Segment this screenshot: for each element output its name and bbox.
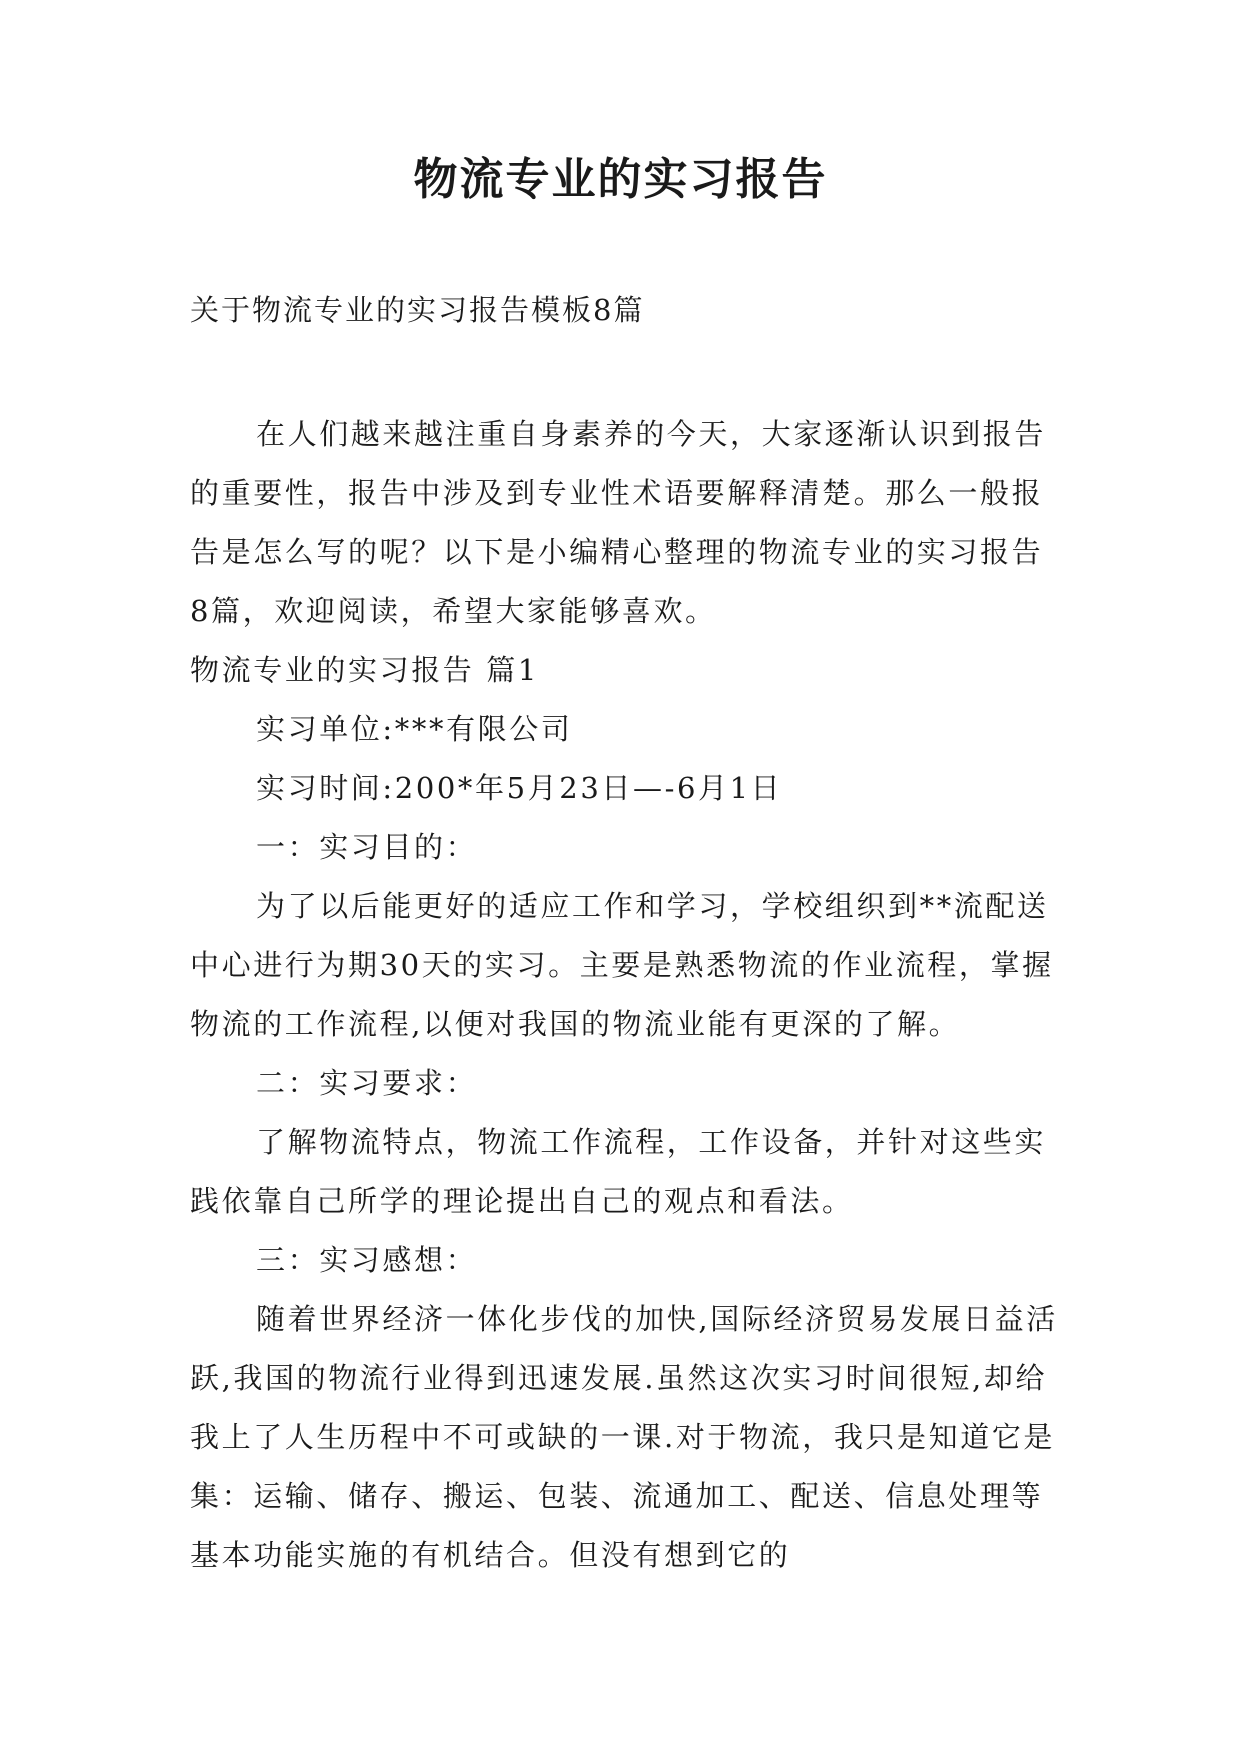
- purpose-heading: 一：实习目的：: [256, 830, 478, 864]
- document-body: [190, 405, 1060, 1585]
- purpose-paragraph: 为了以后能更好的适应工作和学习，学校组织到**流配送中心进行为期30天的实习。主要是熟悉物流的作业流程，掌握物流的工作流程,以便对我国的物流业能有更深的了解。: [190, 889, 1054, 1041]
- internship-unit: 实习单位:***有限公司: [256, 712, 573, 746]
- requirement-heading: 二：实习要求：: [256, 1066, 478, 1100]
- section-heading: 物流专业的实习报告 篇1: [190, 653, 539, 687]
- internship-time: 实习时间:200*年5月23日—-6月1日: [256, 771, 783, 805]
- requirement-paragraph: 了解物流特点，物流工作流程，工作设备，并针对这些实践依靠自己所学的理论提出自己的观点和看法。: [190, 1125, 1047, 1218]
- feeling-paragraph: 随着世界经济一体化步伐的加快,国际经济贸易发展日益活跃,我国的物流行业得到迅速发展.虽然这次实习时间很短,却给我上了人生历程中不可或缺的一课.对于物流，我只是知道它是集：运输、储存、搬运、包装、流通加工、配送、信息处理等基本功能实施的有机结合。但没有想到它的: [190, 1302, 1058, 1572]
- document-title: 物流专业的实习报告: [413, 154, 828, 205]
- document-subtitle: 关于物流专业的实习报告模板8篇: [190, 293, 645, 327]
- intro-paragraph: 在人们越来越注重自身素养的今天，大家逐渐认识到报告的重要性，报告中涉及到专业性术语要解释清楚。那么一般报告是怎么写的呢？以下是小编精心整理的物流专业的实习报告8篇，欢迎阅读，希望大家能够喜欢。: [190, 417, 1047, 628]
- feeling-heading: 三：实习感想：: [256, 1243, 478, 1277]
